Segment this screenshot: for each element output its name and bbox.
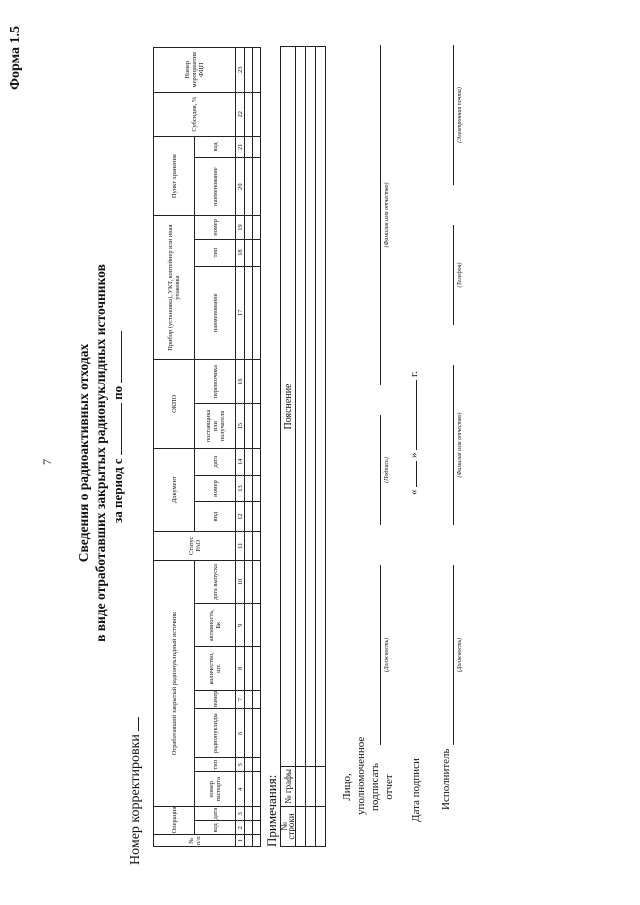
notes-table [280, 46, 326, 847]
col-group-storage: Пункт хранения [154, 136, 195, 215]
col-number: 14 [236, 448, 245, 475]
subcol-storage-name: наименование [195, 157, 236, 215]
col-number: 12 [236, 502, 245, 531]
col-number: 8 [236, 647, 245, 690]
subcol-device-type: тип [195, 239, 236, 266]
table-row [306, 47, 316, 847]
name-line [380, 45, 381, 385]
subcol-quantity: количество, шт. [195, 647, 236, 690]
col-number: 15 [236, 404, 245, 448]
col-number: 18 [236, 239, 245, 266]
notes-title: Примечания: [264, 774, 279, 847]
subcol-release-date: дата выпуска [195, 560, 236, 603]
col-fcp: Номер мероприятия ФЦП [154, 48, 236, 93]
signature-date-label: Дата подписи [410, 758, 422, 822]
col-number: 11 [236, 531, 245, 560]
subcol-doc-number: номер [195, 475, 236, 502]
signature-caption: (Подпись) [384, 457, 390, 483]
executor-name-caption: (Фамилия имя отчество) [457, 412, 463, 478]
period-from-label: за период с [110, 458, 125, 523]
notes-header-row-number: № строки [281, 807, 296, 847]
position-line [380, 565, 381, 745]
email-caption: (Электронная почта) [457, 87, 463, 143]
name-caption: (Фамилия имя отчество) [384, 182, 390, 248]
col-number: 10 [236, 560, 245, 603]
col-number: 6 [236, 709, 245, 758]
period-to-label: по [110, 385, 125, 400]
table-row [245, 48, 253, 847]
col-number: 1 [236, 835, 245, 847]
col-number: 22 [236, 92, 245, 136]
col-number: 4 [236, 772, 245, 807]
subcol-type: тип [195, 758, 236, 772]
table-row [253, 48, 261, 847]
correction-number-label: Номер корректировки [128, 717, 144, 865]
form-label: Форма 1.5 [8, 25, 23, 90]
page-number: 7 [40, 459, 54, 465]
authorized-person-label: Лицо, уполномоченное подписать отчет [341, 736, 395, 815]
notes-header-explanation: Пояснение [281, 47, 296, 767]
form-title-line1: Сведения о радиоактивных отходах [76, 343, 91, 563]
col-number: 23 [236, 48, 245, 93]
signature-line [380, 415, 381, 525]
col-number: 19 [236, 216, 245, 239]
col-number: 7 [236, 690, 245, 709]
col-number: 13 [236, 475, 245, 502]
subcol-date: дата [195, 807, 236, 821]
subcol-carrier: перевозчика [195, 359, 236, 403]
subcol-doc-kind: вид [195, 502, 236, 531]
col-number: 16 [236, 359, 245, 403]
subcol-storage-code: код [195, 136, 236, 157]
col-number: 17 [236, 266, 245, 359]
col-num: № п/п [154, 835, 236, 847]
col-number: 5 [236, 758, 245, 772]
col-group-source: Отработавший закрытый радионуклидный источник [154, 560, 195, 806]
main-table [153, 47, 261, 847]
signature-date-field: « » г. [408, 370, 420, 495]
col-group-operation: Операция [154, 807, 195, 835]
col-number: 20 [236, 157, 245, 215]
executor-name-line [453, 365, 454, 525]
subcol-passport: номер паспорта [195, 772, 236, 807]
col-group-document: Документ [154, 448, 195, 531]
subcol-device-number: номер [195, 216, 236, 239]
col-status: Статус РАО [154, 531, 236, 560]
col-number: 21 [236, 136, 245, 157]
executor-position-caption: (Должность) [457, 637, 463, 673]
col-number: 2 [236, 821, 245, 835]
col-number: 9 [236, 604, 245, 647]
subcol-device-name: наименование [195, 266, 236, 359]
subcol-number: номер [195, 690, 236, 709]
executor-position-line [453, 565, 454, 745]
col-group-okpo: ОКПО [154, 359, 195, 448]
subcol-activity: активность, Бк [195, 604, 236, 647]
phone-line [453, 225, 454, 325]
phone-caption: (Телефон) [457, 262, 463, 288]
table-row [316, 47, 326, 847]
col-subsidy: Субсидия, % [154, 92, 236, 136]
period-line [110, 331, 126, 523]
subcol-supplier: поставщика или получателя [195, 404, 236, 448]
col-number: 3 [236, 807, 245, 821]
subcol-radionuclides: радионуклиды [195, 709, 236, 758]
notes-header-col-number: № графы [281, 767, 296, 807]
col-group-device: Прибор (установка), УКТ, контейнер или иная упаковка [154, 216, 195, 360]
subcol-code: код [195, 821, 236, 835]
subcol-doc-date: дата [195, 448, 236, 475]
form-title-line2: в виде отработавших закрытых радионуклидных источников [93, 264, 108, 642]
email-line [453, 45, 454, 185]
position-caption: (Должность) [384, 637, 390, 673]
table-row [296, 47, 306, 847]
executor-label: Исполнитель [440, 748, 452, 810]
